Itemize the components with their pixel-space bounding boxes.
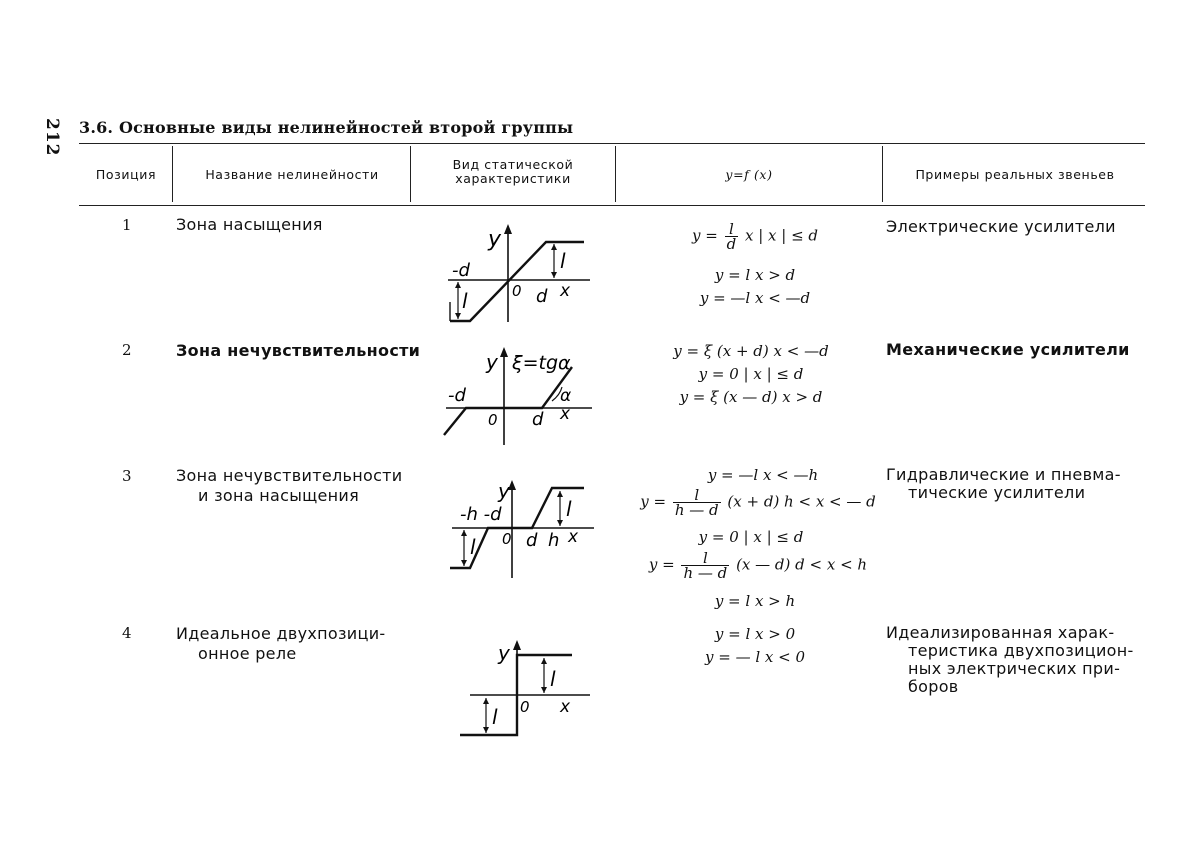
row-3-example-line1: Гидравлические и пневма- [886,465,1121,484]
row-1-formula-1-fraction [725,222,739,251]
row-3-graph-l-top-label: l [566,497,572,521]
row-4-example-line1: Идеализированная харак- [886,623,1115,642]
row-1-graph-minus-d-label: -d [452,260,470,281]
row-1-graph-y-label: y [488,227,502,252]
table-header-rule [79,205,1145,206]
header-formula-text: y=f (x) [725,167,773,182]
row-2-graph-xi-label: ξ=tgα [512,352,571,374]
row-1-formula-1-right: x | x | ≤ d [744,226,819,245]
row-2-graph-d-label: d [532,409,544,430]
row-3-formula-3: y = 0 | x | ≤ d [698,528,804,546]
row-3-graph-x-label: x [568,527,579,547]
row-3-name-line1: Зона нечувствительности [176,466,403,485]
header-position: Позиция [95,167,157,182]
row-3-formula-2-denominator: h — d [674,501,719,519]
row-4-formula-2: y = — l x < 0 [704,648,806,666]
row-2-formula-3: y = ξ (x — d) x > d [679,388,823,406]
header-examples: Примеры реальных звеньев [915,167,1115,182]
row-1-formula-1-denominator: d [726,235,737,253]
row-2-graph-y-label: y [486,350,498,374]
row-1-graph-d-label: d [536,286,548,307]
row-1-formula-1 [640,222,870,251]
table-top-rule [79,143,1145,144]
row-2-graph-minus-d-label: -d [448,385,466,406]
row-4-example-line2: теристика двухпозицион- [908,641,1134,660]
row-1-characteristic-graph [440,222,600,332]
row-3-formula-4-right: (x — d) d < x < h [736,555,868,574]
row-2-characteristic-graph [440,345,600,455]
row-3-formula-2-fraction [673,488,721,517]
row-4-graph-l-top-label: l [550,667,556,691]
row-2-graph-alpha-label: α [560,386,572,406]
row-3-graph-y-label: y [498,479,510,503]
row-3-example [886,466,1121,502]
column-divider [882,146,883,202]
row-2-position: 2 [122,341,132,359]
column-divider [172,146,173,202]
row-1-formula-1-numerator: l [725,222,739,237]
row-3-formula-4-left: y = [648,555,675,574]
row-1-formula-2: y = l x > d [714,266,796,284]
row-4-example [886,624,1134,696]
row-4-graph-l-bottom-label: l [492,705,498,729]
row-3-formula-5: y = l x > h [714,592,796,610]
row-4-graph-y-label: y [498,641,510,665]
row-3-formula-4-fraction [681,551,729,580]
row-4-name-line2: онное реле [198,644,297,663]
row-3-graph-l-bottom-label: l [470,535,476,559]
page-number: 212 [42,118,62,157]
row-3-graph-minus-h-d-label: -h -d [460,504,502,525]
header-view [414,158,612,186]
row-2-graph-x-label: x [560,404,571,424]
row-1-name: Зона насыщения [176,215,323,234]
row-3-formula-2 [630,488,886,517]
row-4-graph-x-label: x [560,697,571,717]
row-1-graph-l-bottom-label: l [462,289,468,313]
row-3-graph-h-label: h [548,530,560,551]
row-3-position: 3 [122,467,132,485]
row-4-graph-zero-label: 0 [520,698,530,716]
row-1-formula-3: y = —l x < —d [699,289,811,307]
header-view-line2: характеристики [455,171,571,186]
header-formula [620,168,878,182]
row-3-graph-d-label: d [526,530,538,551]
row-2-example: Механические усилители [886,340,1130,359]
header-name: Название нелинейности [205,167,379,182]
row-3-formula-2-numerator: l [673,488,721,503]
row-4-name [176,624,385,664]
row-4-formula-1: y = l x > 0 [714,625,796,643]
row-1-graph-l-top-label: l [560,249,566,273]
row-3-name [176,466,403,506]
row-3-name-line2: и зона насыщения [198,486,360,505]
row-1-formula-1-left: y = [691,226,718,245]
row-1-position: 1 [122,216,132,234]
column-divider [615,146,616,202]
row-4-example-line3: ных электрических при- [908,659,1121,678]
row-4-position: 4 [122,624,132,642]
row-1-graph-x-label: x [560,281,571,301]
row-3-formula-2-right: (x + d) h < x < — d [727,492,876,511]
column-divider [410,146,411,202]
row-2-formula-2: y = 0 | x | ≤ d [698,365,804,383]
row-3-formula-2-left: y = [640,492,667,511]
row-3-example-line2: тические усилители [908,483,1086,502]
row-1-example: Электрические усилители [886,217,1116,236]
row-3-formula-4 [630,551,886,580]
row-4-name-line1: Идеальное двухпозици- [176,624,386,643]
row-3-characteristic-graph [446,478,606,583]
row-2-graph-zero-label: 0 [488,411,498,429]
row-3-formula-1: y = —l x < —h [707,466,819,484]
header-view-line1: Вид статической [452,157,574,172]
row-4-characteristic-graph [456,638,606,743]
row-4-example-line4: боров [908,677,959,696]
row-3-formula-4-numerator: l [681,551,729,566]
row-3-graph-zero-label: 0 [502,530,512,548]
section-title: 3.6. Основные виды нелинейностей второй группы [79,118,574,137]
row-3-formula-4-denominator: h — d [683,564,728,582]
row-1-graph-zero-label: 0 [512,282,522,300]
row-2-name: Зона нечувствительности [176,341,421,360]
row-2-formula-1: y = ξ (x + d) x < —d [673,342,829,360]
